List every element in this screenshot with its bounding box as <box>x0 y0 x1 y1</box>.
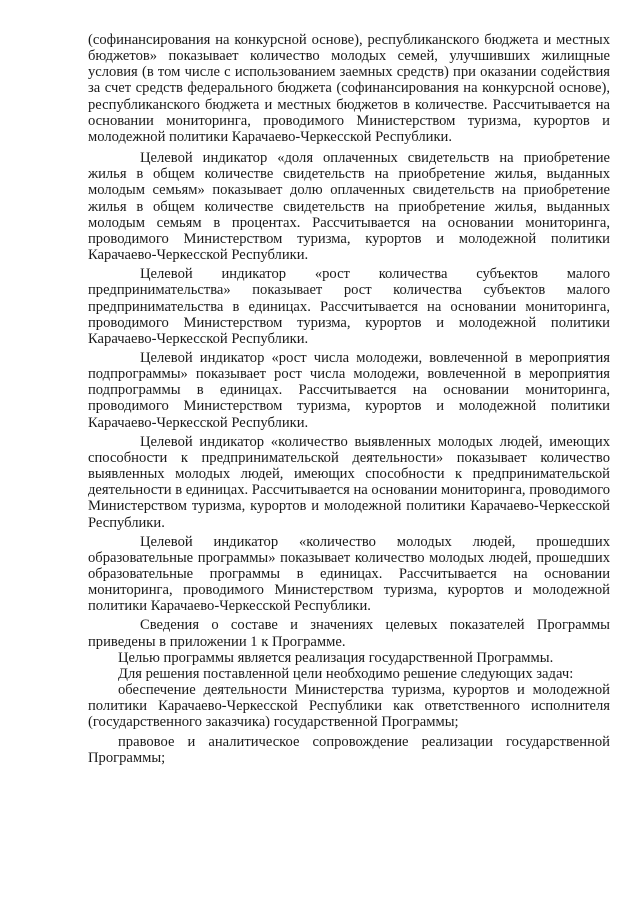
document-page <box>88 32 610 766</box>
paragraph-certificates-indicator: Целевой индикатор «доля оплаченных свидетельств на приобретение жилья в общем количестве свидетельств на приобретение жилья, выданных молодым семьям» показывает долю оплаченных свидетельств на приобретение жилья в общем количестве свидетельств на приобретение жилья, выданных молодым семьям в процентах. Рассчитывается на основании мониторинга, проводимого Министерством туризма, курортов и молодежной политики Карачаево-Черкесской Республики. <box>88 150 610 264</box>
paragraph-education-programs-indicator: Целевой индикатор «количество молодых людей, прошедших образовательные программы» показывает количество молодых людей, прошедших образовательные программы в единицах. Рассчитывается на основании мониторинга, проводимого Министерством туризма, курортов и молодежной политики Карачаево-Черкесской Республики. <box>88 533 610 615</box>
paragraph-young-families-indicator: (софинансирования на конкурсной основе), республиканского бюджета и местных бюджетов» показывает количество молодых семей, улучшивших жилищные условия (в том числе с использованием заемных средств) при оказании содействия за счет средств федерального бюджета (софинансирования на конкурсной основе), республиканского бюджета и местных бюджетов в количестве. Рассчитывается на основании мониторинга, проводимого Министерством туризма, курортов и молодежной политики Карачаево-Черкесской Республики. <box>88 32 610 145</box>
paragraph-task-ministry-support: обеспечение деятельности Министерства туризма, курортов и молодежной политики Карачаево-Черкесской Республики как ответственного исполнителя (государственного заказчика) государственной Программы; <box>88 682 610 731</box>
paragraph-task-legal-analytical-support: правовое и аналитическое сопровождение реализации государственной Программы; <box>88 733 610 766</box>
paragraph-entrepreneurial-ability-indicator: Целевой индикатор «количество выявленных молодых людей, имеющих способности к предпринимательской деятельности» показывает количество выявленных молодых людей, имеющих способности к предпринимательской деятельности в единицах. Рассчитывается на основании мониторинга, проводимого Министерством туризма, курортов и молодежной политики Карачаево-Черкесской Республики. <box>88 433 610 531</box>
paragraph-tasks-intro: Для решения поставленной цели необходимо решение следующих задач: <box>118 665 574 682</box>
paragraph-youth-involvement-indicator: Целевой индикатор «рост числа молодежи, вовлеченной в мероприятия подпрограммы» показывает рост числа молодежи, вовлеченной в мероприятия подпрограммы в единицах. Рассчитывается на основании мониторинга, проводимого Министерством туризма, курортов и молодежной политики Карачаево-Черкесской Республики. <box>88 349 610 431</box>
paragraph-small-business-indicator: Целевой индикатор «рост количества субъектов малого предпринимательства» показывает рост количества субъектов малого предпринимательства в единицах. Рассчитывается на основании мониторинга, проводимого Министерством туризма, курортов и молодежной политики Карачаево-Черкесской Республики. <box>88 266 610 347</box>
paragraph-program-goal: Целью программы является реализация государственной Программы. <box>118 649 554 666</box>
paragraph-targets-appendix-reference: Сведения о составе и значениях целевых показателей Программы приведены в приложении 1 к Программе. <box>88 617 610 650</box>
